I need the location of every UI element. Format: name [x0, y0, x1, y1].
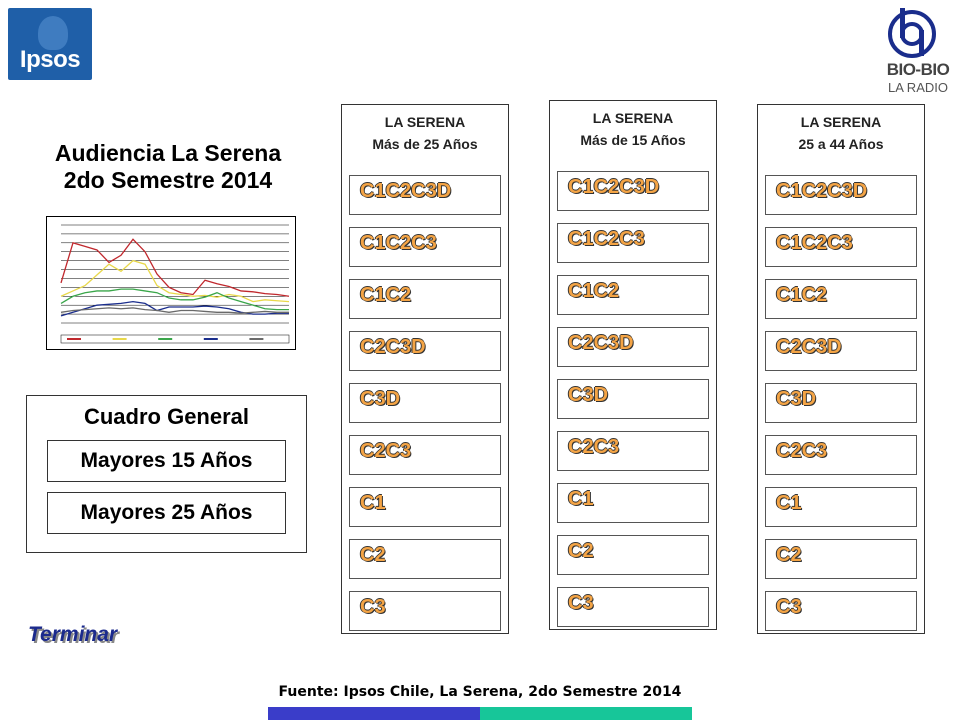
panel-age-range: 25 a 44 Años [798, 136, 884, 152]
mayores-15-button[interactable]: Mayores 15 Años [47, 440, 286, 482]
segment-label: C3D [568, 384, 609, 406]
segment-label: C1C2 [360, 284, 412, 306]
footer-bar-green [480, 707, 692, 720]
segment-button-c1[interactable] [557, 483, 709, 523]
mayores-25-button[interactable]: Mayores 25 Años [47, 492, 286, 534]
segment-button-c1c2[interactable] [557, 275, 709, 315]
biobio-sub-text: LA RADIO [888, 80, 948, 95]
segment-label: C1 [776, 492, 802, 514]
segment-label: C2C3 [568, 436, 620, 458]
panel-city: LA SERENA [384, 114, 466, 130]
panel-mas-25 [341, 104, 509, 634]
panel-age-range: Más de 15 Años [580, 132, 686, 148]
segment-button-c2c3[interactable] [557, 431, 709, 471]
segment-button-c2c3d[interactable] [349, 331, 501, 371]
segment-button-c1[interactable] [765, 487, 917, 527]
segment-button-c1c2c3d[interactable] [765, 175, 917, 215]
segment-label: C3 [568, 592, 594, 614]
segment-label: C2C3 [776, 440, 828, 462]
ipsos-logo [8, 8, 92, 80]
segment-label: C1 [568, 488, 594, 510]
audience-chart[interactable] [46, 216, 296, 350]
biobio-mark-icon [886, 6, 938, 58]
segment-button-c3d[interactable] [557, 379, 709, 419]
panel-city: LA SERENA [592, 110, 674, 126]
segment-button-c2[interactable] [349, 539, 501, 579]
segment-label: C2C3 [360, 440, 412, 462]
footer-bar-blue [268, 707, 480, 720]
chart-series-line-1 [61, 261, 289, 302]
page-title [20, 140, 316, 194]
panel-header [758, 111, 924, 155]
segment-button-c2c3d[interactable] [557, 327, 709, 367]
segment-label: C3D [360, 388, 401, 410]
ipsos-logo-text: Ipsos [19, 46, 81, 73]
segment-label: C1 [360, 492, 386, 514]
segment-label: C2C3D [776, 336, 842, 358]
segment-button-c1c2c3[interactable] [557, 223, 709, 263]
segment-label: C1C2C3D [360, 180, 452, 202]
segment-label: C1C2C3 [568, 228, 645, 250]
segment-label: C3D [776, 388, 817, 410]
segment-button-c3[interactable] [765, 591, 917, 631]
segment-button-c2[interactable] [557, 535, 709, 575]
cuadro-general-box [26, 395, 307, 553]
panel-25-44 [757, 104, 925, 634]
segment-button-c2c3[interactable] [765, 435, 917, 475]
segment-label: C2C3D [360, 336, 426, 358]
chart-series-line-4 [61, 308, 289, 313]
segment-button-c2c3[interactable] [349, 435, 501, 475]
segment-button-c3d[interactable] [349, 383, 501, 423]
segment-label: C1C2C3 [776, 232, 853, 254]
segment-button-c2[interactable] [765, 539, 917, 579]
panel-city: LA SERENA [800, 114, 882, 130]
segment-label: C2 [360, 544, 386, 566]
terminar-link[interactable]: Terminar [28, 623, 118, 646]
ipsos-head-icon [38, 16, 68, 50]
segment-label: C2 [568, 540, 594, 562]
panel-header [342, 111, 508, 155]
page-title-line2: 2do Semestre 2014 [63, 167, 273, 193]
biobio-brand-text: BIO-BIO [886, 60, 950, 79]
biobio-logo [878, 4, 956, 100]
panel-age-range: Más de 25 Años [372, 136, 478, 152]
segment-label: C1C2C3 [360, 232, 437, 254]
segment-button-c1[interactable] [349, 487, 501, 527]
panel-mas-15 [549, 100, 717, 630]
segment-label: C3 [776, 596, 802, 618]
segment-label: C3 [360, 596, 386, 618]
audience-chart-svg [47, 217, 295, 349]
segment-label: C2C3D [568, 332, 634, 354]
segment-button-c1c2c3d[interactable] [349, 175, 501, 215]
cuadro-general-title: Cuadro General [83, 404, 250, 429]
segment-label: C1C2 [776, 284, 828, 306]
segment-label: C1C2C3D [776, 180, 868, 202]
segment-button-c3d[interactable] [765, 383, 917, 423]
segment-button-c1c2[interactable] [349, 279, 501, 319]
segment-label: C2 [776, 544, 802, 566]
segment-label: C1C2 [568, 280, 620, 302]
segment-button-c1c2c3[interactable] [349, 227, 501, 267]
panel-header [550, 107, 716, 151]
segment-button-c1c2c3[interactable] [765, 227, 917, 267]
page-title-line1: Audiencia La Serena [54, 140, 282, 166]
segment-label: C1C2C3D [568, 176, 660, 198]
segment-button-c2c3d[interactable] [765, 331, 917, 371]
segment-button-c3[interactable] [557, 587, 709, 627]
segment-button-c3[interactable] [349, 591, 501, 631]
chart-series-line-0 [61, 239, 289, 296]
segment-button-c1c2c3d[interactable] [557, 171, 709, 211]
source-note: Fuente: Ipsos Chile, La Serena, 2do Semestre 2014 [278, 684, 682, 700]
segment-button-c1c2[interactable] [765, 279, 917, 319]
